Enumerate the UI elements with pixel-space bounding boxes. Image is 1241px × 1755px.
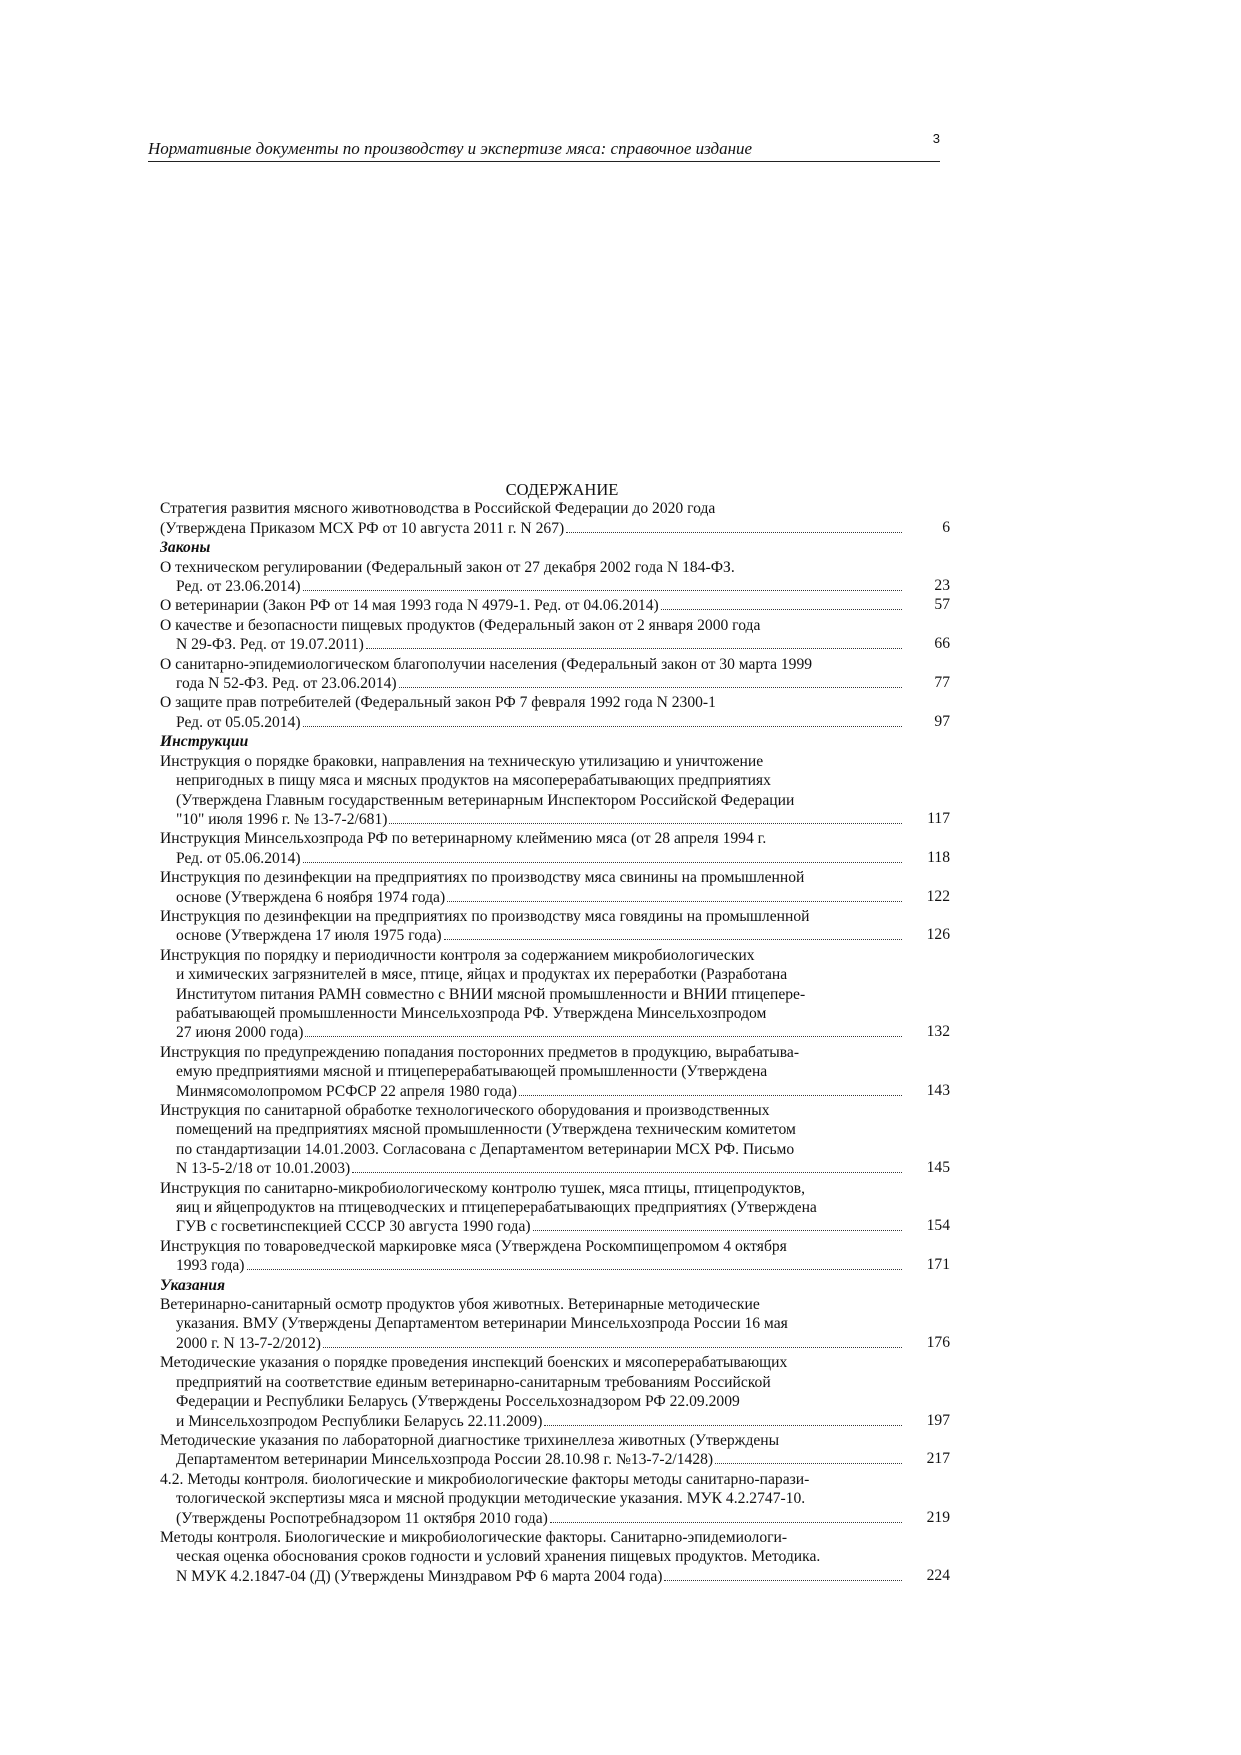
toc-entry[interactable]	[160, 868, 950, 907]
toc-entry-continuation-line: (Утверждена Главным государственным ветеринарным Инспектором Российской Федерации	[176, 791, 795, 809]
toc-entry-last-text: Ред. от 05.05.2014)	[176, 713, 301, 731]
toc-entry-text	[160, 1179, 904, 1218]
toc-entry[interactable]	[160, 616, 950, 655]
toc-entry-first-line: О техническом регулировании (Федеральный закон от 27 декабря 2002 года N 184-ФЗ.	[160, 558, 735, 576]
toc-entry-last-line	[160, 849, 904, 868]
toc-entry-text	[160, 1353, 904, 1411]
toc-entry-continuation-line: тологической экспертизы мяса и мясной продукции методические указания. МУК 4.2.2747-10.	[176, 1490, 806, 1508]
toc-entry[interactable]	[160, 1353, 950, 1431]
dot-leader	[533, 1230, 902, 1231]
toc-entry-last-text: 27 июня 2000 года)	[176, 1024, 304, 1042]
toc-entry-last-text: О ветеринарии (Закон РФ от 14 мая 1993 года N 4979-1. Ред. от 04.06.2014)	[160, 597, 659, 615]
dot-leader	[389, 823, 902, 824]
toc-entry-last-line	[160, 519, 904, 538]
toc-entry-continuation-line: непригодных в пищу мяса и мясных продуктов на мясоперерабатывающих предприятиях	[176, 772, 771, 790]
toc-entry-last-text: основе (Утверждена 17 июля 1975 года)	[176, 927, 442, 945]
toc-entry-last-text: (Утверждены Роспотребнадзором 11 октября 2010 года)	[176, 1509, 548, 1527]
toc-entry[interactable]	[160, 1528, 950, 1586]
toc-entry-continuation-line: по стандартизации 14.01.2003. Согласована с Департаментом ветеринарии МСХ РФ. Письмо	[176, 1140, 795, 1158]
toc-entry-page-number: 145	[926, 1159, 950, 1177]
toc-entry-first-line: Ветеринарно-санитарный осмотр продуктов убоя животных. Ветеринарные методические	[160, 1296, 760, 1314]
toc-entry-page-number: 224	[926, 1566, 950, 1584]
toc-entry-text	[160, 868, 904, 887]
toc-entry[interactable]	[160, 1237, 950, 1276]
toc-entry-continuation-line: Институтом питания РАМН совместно с ВНИИ мясной промышленности и ВНИИ птицепере-	[176, 985, 806, 1003]
toc-entry-page-number: 219	[926, 1508, 950, 1526]
toc-entry-last-text: Минмясомолопромом РСФСР 22 апреля 1980 года)	[176, 1082, 517, 1100]
toc-entry-continuation-line: Федерации и Республики Беларусь (Утверждены Россельхознадзором РФ 22.09.2009	[176, 1393, 740, 1411]
dot-leader	[566, 532, 902, 533]
toc-entry-first-line: Инструкция по предупреждению попадания посторонних предметов в продукцию, вырабатыва-	[160, 1043, 800, 1061]
toc-entry-last-text: основе (Утверждена 6 ноября 1974 года)	[176, 888, 446, 906]
toc-entry-last-line	[160, 674, 904, 693]
toc-entry-first-line: Методические указания о порядке проведения инспекций боенских и мясоперерабатывающих	[160, 1354, 788, 1372]
toc-entry-last-line	[160, 1023, 904, 1042]
toc-entry-last-line	[160, 888, 904, 907]
toc-entry[interactable]	[160, 907, 950, 946]
dot-leader	[303, 590, 902, 591]
toc-entry-last-text: Департаментом ветеринарии Минсельхозпрода России 28.10.98 г. №13-7-2/1428)	[176, 1451, 714, 1469]
toc-entry-last-line	[160, 596, 904, 615]
running-header-title: Нормативные документы по производству и экспертизе мяса: справочное издание	[148, 139, 753, 158]
toc-entry-text	[160, 693, 904, 712]
toc-entry-last-text: N 29-ФЗ. Ред. от 19.07.2011)	[176, 636, 364, 654]
toc-entry-last-line	[160, 1567, 904, 1586]
dot-leader	[550, 1522, 902, 1523]
toc-entry-last-text: 2000 г. N 13-7-2/2012)	[176, 1334, 321, 1352]
toc-entry-first-line: О качестве и безопасности пищевых продуктов (Федеральный закон от 2 января 2000 года	[160, 616, 761, 634]
dot-leader	[247, 1269, 903, 1270]
toc-entry-text	[160, 499, 904, 518]
toc-entry-page-number: 154	[926, 1217, 950, 1235]
toc-entry[interactable]	[160, 752, 950, 830]
dot-leader	[444, 939, 902, 940]
toc-entry-page-number: 132	[926, 1023, 950, 1041]
toc-entry-text	[160, 1237, 904, 1256]
dot-leader	[544, 1425, 902, 1426]
toc-entry-first-line: Инструкция по дезинфекции на предприятиях по производству мяса свинины на промышленной	[160, 869, 805, 887]
dot-leader	[303, 726, 902, 727]
toc-entry-continuation-line: емую предприятиями мясной и птицеперерабатывающей промышленности (Утверждена	[176, 1063, 768, 1081]
toc-entry-last-text: Ред. от 23.06.2014)	[176, 578, 301, 596]
toc-entry-text	[160, 1295, 904, 1334]
dot-leader	[664, 1580, 902, 1581]
toc-entry[interactable]	[160, 499, 950, 538]
page-number: 3	[932, 131, 940, 146]
toc-entry-last-text: N МУК 4.2.1847-04 (Д) (Утверждены Минздравом РФ 6 марта 2004 года)	[176, 1567, 663, 1585]
toc-entry-last-line	[160, 1334, 904, 1353]
dot-leader	[303, 862, 902, 863]
toc-entry-first-line: 4.2. Методы контроля. биологические и микробиологические факторы методы санитарно-парази-	[160, 1470, 810, 1488]
toc-entry-last-text: и Минсельхозпродом Республики Беларусь 22.11.2009)	[176, 1412, 543, 1430]
toc-entry[interactable]	[160, 693, 950, 732]
dot-leader	[447, 901, 902, 902]
toc-entry-page-number: 118	[927, 848, 950, 866]
toc-entry[interactable]	[160, 1043, 950, 1101]
toc-entry[interactable]	[160, 596, 950, 615]
running-header	[148, 131, 940, 162]
toc-entry-page-number: 217	[926, 1450, 950, 1468]
toc-entry[interactable]	[160, 1470, 950, 1528]
toc-entry-page-number: 176	[926, 1333, 950, 1351]
toc-entry-text	[160, 558, 904, 577]
section-heading: Указания	[160, 1276, 226, 1294]
section-heading: Законы	[160, 539, 211, 557]
toc-entry-continuation-line: указания. ВМУ (Утверждены Департаментом ветеринарии Минсельхозпрода России 16 мая	[176, 1315, 788, 1333]
section-heading: Инструкции	[160, 733, 249, 751]
toc-entry-last-line	[160, 713, 904, 732]
toc-entry-first-line: О защите прав потребителей (Федеральный закон РФ 7 февраля 1992 года N 2300-1	[160, 694, 716, 712]
toc-entry-text	[160, 655, 904, 674]
toc-entry-page-number: 117	[927, 809, 950, 827]
dot-leader	[305, 1036, 902, 1037]
toc-entry-text	[160, 829, 904, 848]
toc-entry-last-line	[160, 1256, 904, 1275]
toc-entry-first-line: О санитарно-эпидемиологическом благополучии населения (Федеральный закон от 30 марта 1999	[160, 655, 813, 673]
toc-entry-continuation-line: яиц и яйцепродуктов на птицеводческих и птицеперерабатывающих предприятиях (Утверждена	[176, 1199, 817, 1217]
toc-entry-first-line: Инструкция по товароведческой маркировке мяса (Утверждена Роскомпищепромом 4 октября	[160, 1237, 787, 1255]
dot-leader	[661, 609, 902, 610]
toc-entry-last-text: Ред. от 05.06.2014)	[176, 849, 301, 867]
toc-entry[interactable]	[160, 946, 950, 1043]
toc-entry-page-number: 143	[926, 1081, 950, 1099]
toc-entry[interactable]	[160, 1101, 950, 1179]
toc-entry-page-number: 66	[934, 635, 950, 653]
toc-entry-text	[160, 752, 904, 810]
toc-entry-text	[160, 1528, 904, 1567]
toc-entry-text	[160, 1043, 904, 1082]
toc-entry-page-number: 77	[934, 674, 950, 692]
dot-leader	[323, 1347, 902, 1348]
toc-entry-page-number: 57	[934, 596, 950, 614]
toc-entry-last-line	[160, 1217, 904, 1236]
dot-leader	[366, 648, 902, 649]
toc-entry[interactable]	[160, 655, 950, 694]
toc-entry-page-number: 126	[926, 926, 950, 944]
toc-entry-first-line: Инструкция о порядке браковки, направления на техническую утилизацию и уничтожение	[160, 752, 764, 770]
table-of-contents	[160, 480, 950, 1586]
toc-entry-continuation-line: ческая оценка обоснования сроков годности и условий хранения пищевых продуктов. Методика.	[176, 1548, 821, 1566]
toc-entry-text	[160, 907, 904, 926]
toc-entry-page-number: 23	[934, 577, 950, 595]
toc-entry-page-number: 97	[934, 712, 950, 730]
toc-entry-last-line	[160, 1159, 904, 1178]
toc-entry-last-line	[160, 1509, 904, 1528]
toc-entry-first-line: Инструкция по санитарной обработке технологического оборудования и производственных	[160, 1102, 770, 1119]
toc-entry-continuation-line: помещений на предприятиях мясной промышленности (Утверждена техническим комитетом	[176, 1121, 796, 1139]
toc-entry-last-line	[160, 810, 904, 829]
toc-entry-last-line	[160, 1450, 904, 1469]
toc-entry-last-line	[160, 1412, 904, 1431]
toc-entry-last-line	[160, 577, 904, 596]
toc-entry-text	[160, 1470, 904, 1509]
toc-entry-page-number: 122	[926, 887, 950, 905]
toc-entry-first-line: Инструкция Минсельхозпрода РФ по ветеринарному клеймению мяса (от 28 апреля 1994 г.	[160, 830, 767, 848]
toc-entry-page-number: 6	[942, 518, 950, 536]
toc-entry-text	[160, 946, 904, 1024]
toc-title: СОДЕРЖАНИЕ	[505, 480, 619, 499]
toc-entry-first-line: Методические указания по лабораторной диагностике трихинеллеза животных (Утверждены	[160, 1431, 780, 1449]
toc-entry[interactable]	[160, 1431, 950, 1470]
toc-entry-last-line	[160, 635, 904, 654]
toc-entry-first-line: Инструкция по дезинфекции на предприятиях по производству мяса говядины на промышленной	[160, 907, 810, 925]
toc-entry-first-line: Инструкция по порядку и периодичности контроля за содержанием микробиологических	[160, 946, 755, 964]
toc-entry-first-line: Методы контроля. Биологические и микробиологические факторы. Санитарно-эпидемиологи-	[160, 1528, 788, 1546]
toc-body	[160, 499, 950, 1586]
toc-entry-first-line: Инструкция по санитарно-микробиологическому контролю тушек, мяса птицы, птицепродуктов,	[160, 1179, 806, 1197]
toc-entry-last-text: N 13-5-2/18 от 10.01.2003)	[176, 1160, 351, 1178]
toc-entry-last-text: 1993 года)	[176, 1257, 245, 1275]
dot-leader	[352, 1172, 902, 1173]
toc-entry-text	[160, 1101, 904, 1159]
toc-entry-last-text: (Утверждена Приказом МСХ РФ от 10 августа 2011 г. N 267)	[160, 519, 565, 537]
toc-entry[interactable]	[160, 829, 950, 868]
toc-entry-continuation-line: и химических загрязнителей в мясе, птице, яйцах и продуктах их переработки (Разработана	[176, 966, 788, 984]
toc-entry-continuation-line: предприятий на соответствие единым ветеринарно-санитарным требованиям Российской	[176, 1373, 771, 1391]
dot-leader	[519, 1095, 902, 1096]
toc-entry-last-text: "10" июля 1996 г. № 13-7-2/681)	[176, 810, 388, 828]
dot-leader	[399, 687, 902, 688]
toc-entry-text	[160, 1431, 904, 1450]
toc-entry-continuation-line: рабатывающей промышленности Минсельхозпрода РФ. Утверждена Минсельхозпродом	[176, 1004, 767, 1022]
toc-entry-last-line	[160, 1082, 904, 1101]
toc-entry-last-text: года N 52-ФЗ. Ред. от 23.06.2014)	[176, 675, 397, 693]
toc-entry[interactable]	[160, 1295, 950, 1353]
toc-entry-first-line: Стратегия развития мясного животноводства в Российской Федерации до 2020 года	[160, 500, 716, 518]
toc-entry[interactable]	[160, 1179, 950, 1237]
toc-entry-last-line	[160, 926, 904, 945]
toc-entry-last-text: ГУВ с госветинспекцией СССР 30 августа 1990 года)	[176, 1218, 531, 1236]
toc-entry-page-number: 197	[926, 1411, 950, 1429]
toc-entry-text	[160, 616, 904, 635]
dot-leader	[715, 1463, 902, 1464]
toc-entry[interactable]	[160, 558, 950, 597]
toc-entry-page-number: 171	[926, 1256, 950, 1274]
